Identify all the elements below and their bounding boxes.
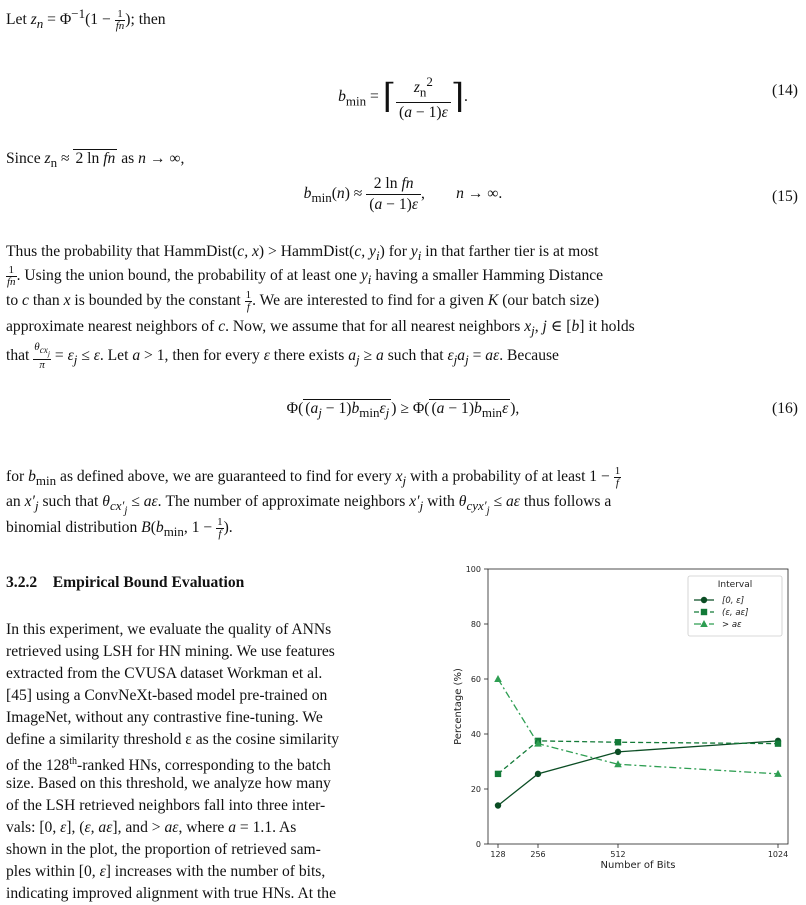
x-tick-label: 1024 <box>767 850 789 859</box>
left-col-line: define a similarity threshold ε as the cosine similarity <box>6 731 340 748</box>
x-tick-label: 128 <box>490 850 506 859</box>
left-col-line: extracted from the CVUSA dataset Workman et al. <box>6 665 323 682</box>
equation-number-15: (15) <box>772 188 798 205</box>
para2-line-1: for $b_{min}$ as defined above, we are guaranteed to find for every $x_j$ with a probability of at least 1 − $\frac{1}{f}$ <box>6 465 621 489</box>
intro-line-zn: Let $z_n = \Phi^{-1}(1$ − $\frac{1}{fn}$ ); then <box>6 6 166 33</box>
para2-line-2: an $x'_j$ such that $\theta_{cx'_j} \le a\varepsilon$. The number of approximate neighbors $x'_j$ with $\theta_{cyx'_j} \le a\varepsilon$ thus follows a <box>6 493 612 517</box>
para1-line-4: approximate nearest neighbors of c. Now, we assume that for all nearest neighbors $x_j$, j ∈ [b] it holds <box>6 318 635 339</box>
y-tick-label: 60 <box>470 675 481 684</box>
frac-1-fn: $\frac{1}{fn}$ <box>115 8 125 33</box>
left-col-line: [45] using a ConvNeXt-based model pre-trained on <box>6 687 328 704</box>
equation-number-16: (16) <box>772 400 798 417</box>
equation-number-14: (14) <box>772 82 798 99</box>
let-text: Let <box>6 11 31 29</box>
data-point-series-1 <box>615 749 621 755</box>
left-col-line: of the LSH retrieved neighbors fall into three inter- <box>6 797 326 814</box>
para1-line-1: Thus the probability that HammDist(c, x) > HammDist(c, $y_i$) for $y_i$ in that farther tier is at most <box>6 243 599 264</box>
left-col-line: In this experiment, we evaluate the quality of ANNs <box>6 621 332 638</box>
y-tick-label: 20 <box>470 785 481 794</box>
data-point-series-1 <box>535 771 541 777</box>
y-tick-label: 80 <box>470 620 481 629</box>
legend-marker-1 <box>701 597 707 603</box>
left-col-line-intervals: vals: [0, ε], (ε, aε], and > aε, where a = 1.1. As <box>6 819 297 836</box>
section-number: 3.2.2 <box>6 574 38 591</box>
para1-line-2: $\frac{1}{fn}$ . Using the union bound, the probability of at least one $y_i$ having a smaller Hamming Distance <box>7 264 604 288</box>
equation-16: Φ( $(a_j - 1)b_{min}\varepsilon_j$ ) ≥ Φ( $(a - 1)b_{min}\varepsilon$ ), <box>286 400 520 421</box>
y-tick-label: 0 <box>475 840 481 849</box>
y-axis-label: Percentage (%) <box>453 668 464 745</box>
legend-label-1: [0, ε] <box>722 596 745 606</box>
left-col-line-within: ples within [0, ε] increases with the number of bits, <box>6 863 326 880</box>
equation-14: $b_{min}$ = ⌈ $\frac{z_n^2}{(a - 1)\varepsilon}$ ⌉. <box>338 74 468 122</box>
left-col-line: retrieved using LSH for HN mining. We use features <box>6 643 335 660</box>
chart-svg <box>446 560 802 871</box>
section-title: Empirical Bound Evaluation <box>52 574 245 591</box>
x-axis-label: Number of Bits <box>600 860 676 871</box>
y-tick-label: 40 <box>470 730 481 739</box>
data-point-series-2 <box>615 739 621 745</box>
para1-line-5: that $\frac{\theta_{cx_j}}{\pi}$ = $\varepsilon_j \le \varepsilon$. Let a > 1, then for every ε there exists $a_j \ge a$ such that $\varepsilon_ja_j = a\varepsilon$. Because <box>6 341 559 372</box>
left-col-line: indicating improved alignment with true HNs. At the <box>6 885 337 902</box>
para1-line-3: to c than x is bounded by the constant $\frac{1}{f}$ . We are interested to find for a given K (our batch size) <box>6 289 600 313</box>
x-tick-label: 256 <box>530 850 546 859</box>
y-tick-label: 100 <box>465 565 481 574</box>
legend-marker-2 <box>701 609 707 615</box>
left-col-line-128th: of the 128th-ranked HNs, corresponding to the batch <box>6 756 331 775</box>
math-zn: $z_n$ <box>30 11 44 32</box>
section-heading <box>6 572 244 594</box>
legend-label-2: (ε, aε] <box>722 608 749 618</box>
interval-percentage-chart <box>446 560 802 871</box>
equation-15: $b_{min}(n)$ ≈ $\frac{\text{2 ln fn}}{(a - 1)\varepsilon}$ , n → ∞. <box>303 175 503 213</box>
data-point-series-1 <box>495 802 501 808</box>
para2-line-3: binomial distribution $B(b_{min}$, 1 − $\frac{1}{f}$ ). <box>6 516 233 540</box>
left-col-line: ImageNet, without any contrastive fine-tuning. We <box>6 709 323 726</box>
data-point-series-2 <box>495 771 501 777</box>
data-point-series-2 <box>775 740 781 746</box>
legend-label-3: > aε <box>722 620 742 630</box>
since-line: Since $z_n \approx 2$ ln fn as n → ∞, <box>6 150 185 171</box>
legend-title: Interval <box>717 580 753 590</box>
left-col-line: size. Based on this threshold, we analyze how many <box>6 775 331 792</box>
left-col-line: shown in the plot, the proportion of retrieved sam- <box>6 841 321 858</box>
x-tick-label: 512 <box>610 850 626 859</box>
